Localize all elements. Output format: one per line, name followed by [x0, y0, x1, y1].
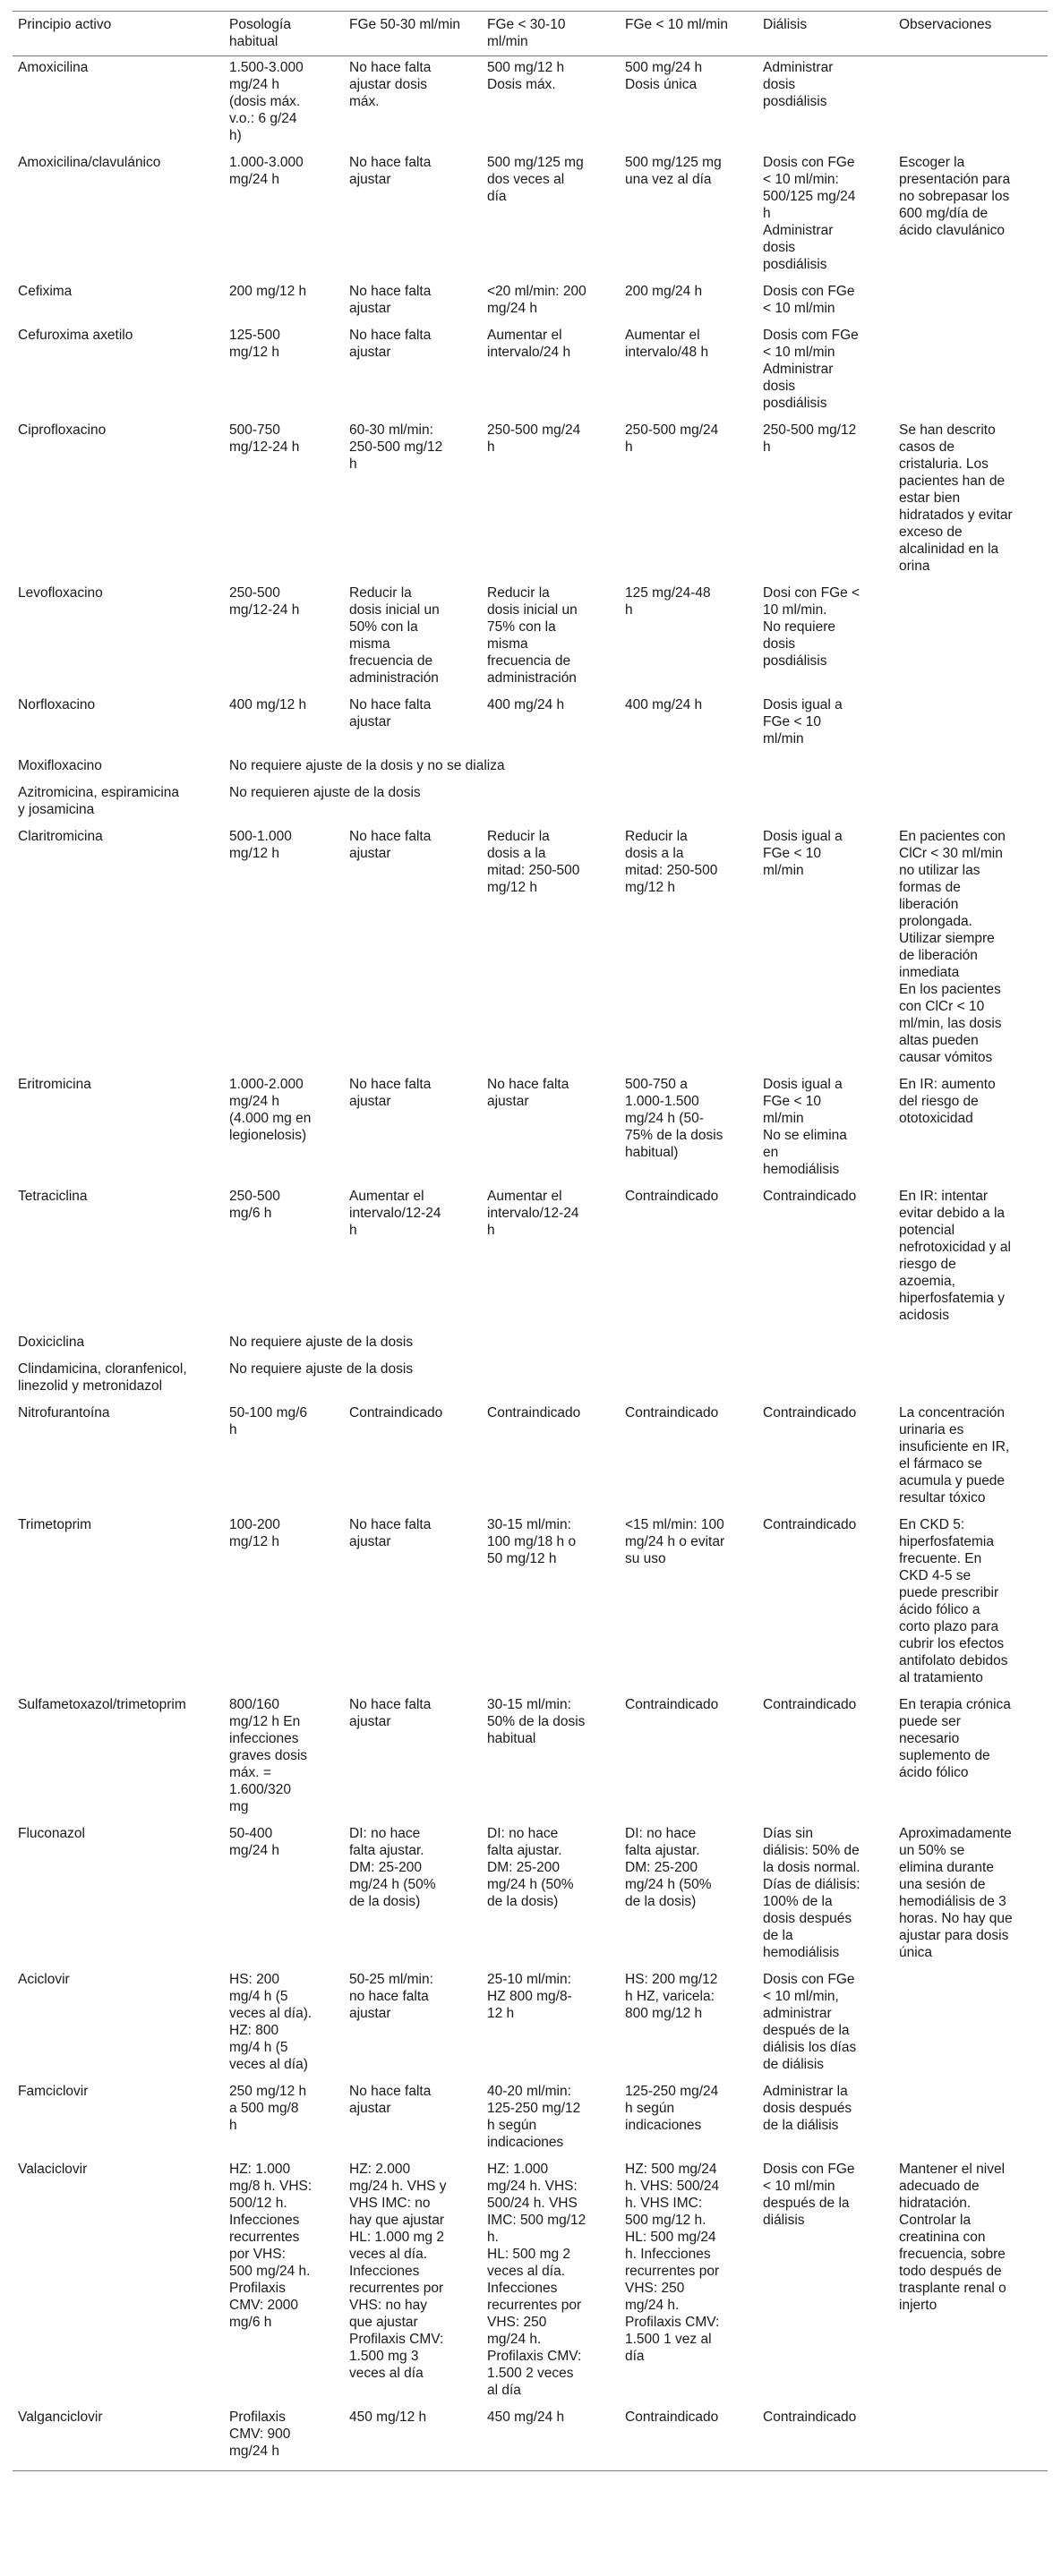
- usual-dosage-cell: 250-500 mg/12-24 h: [229, 585, 300, 618]
- fge-50-30-cell: No hace falta ajustar: [349, 284, 432, 316]
- usual-dosage-cell: 800/160 mg/12 h En infecciones graves dosis máx. = 1.600/320 mg: [229, 1697, 308, 1814]
- observations-cell: [894, 56, 1048, 152]
- fge-50-30-cell: DI: no hace falta ajustar. DM: 25-200 mg/24 h (50% de la dosis): [349, 1826, 436, 1909]
- usual-dosage-cell: 200 mg/12 h: [229, 284, 307, 299]
- drug-name-cell: Valaciclovir: [18, 2162, 88, 2177]
- usual-dosage-cell: HS: 200 mg/4 h (5 veces al día). HZ: 800 mg/4 h (5 veces al día): [229, 1972, 312, 2072]
- fge-lt-10-cell: Contraindicado: [625, 1405, 719, 1420]
- fge-30-10-cell: Contraindicado: [487, 1405, 581, 1420]
- fge-lt-10-cell: 500 mg/24 h Dosis única: [625, 60, 703, 92]
- fge-lt-10-cell: Contraindicado: [625, 1697, 719, 1712]
- table-row: [13, 1822, 1048, 1968]
- drug-name-cell: Cefuroxima axetilo: [18, 328, 133, 343]
- col-header-usual-dosage: Posología habitual: [224, 12, 344, 56]
- observations-cell: En CKD 5: hiperfosfatemia frecuente. En CKD 4-5 se puede prescribir ácido fólico a corto plazo para cubrir los efectos antifolato debidos al tratamiento: [899, 1517, 1008, 1685]
- usual-dosage-cell: 125-500 mg/12 h: [229, 328, 280, 360]
- observations-cell: En IR: aumento del riesgo de ototoxicidad: [899, 1077, 996, 1126]
- usual-dosage-cell: Profilaxis CMV: 900 mg/24 h: [224, 2406, 344, 2471]
- usual-dosage-cell: 500-750 mg/12-24 h: [229, 422, 300, 455]
- table-row: [13, 151, 1048, 280]
- fge-50-30-cell: No hace falta ajustar: [349, 829, 432, 861]
- dialysis-cell: Dosi con FGe < 10 ml/min. No requiere dosis posdiálisis: [763, 585, 860, 669]
- fge-30-10-cell: 30-15 ml/min: 100 mg/18 h o 50 mg/12 h: [487, 1517, 577, 1566]
- drug-name-cell: Valganciclovir: [13, 2406, 224, 2471]
- table-row: [13, 582, 1048, 694]
- usual-dosage-cell: 1.500-3.000 mg/24 h (dosis máx. v.o.: 6 g/24 h): [229, 60, 304, 143]
- fge-lt-10-cell: Aumentar el intervalo/48 h: [625, 328, 709, 360]
- drug-name-cell: Claritromicina: [18, 829, 103, 844]
- table-row: [13, 1514, 1048, 1693]
- table-header-row: [13, 12, 1048, 56]
- fge-50-30-cell: No hace falta ajustar: [349, 1697, 432, 1729]
- fge-lt-10-cell: HS: 200 mg/12 h HZ, varicela: 800 mg/12 h: [625, 1972, 718, 2021]
- drug-name-cell: Eritromicina: [18, 1077, 91, 1092]
- observations-cell: En pacientes con ClCr < 30 ml/min no utilizar las formas de liberación prolongada. Utilizar siempre de liberación inmediata En los pacientes con ClCr < 10 ml/min, las dosis altas pueden causar vómitos: [899, 829, 1006, 1065]
- observations-cell: [894, 694, 1048, 755]
- dialysis-cell: Dosis con FGe < 10 ml/min: 500/125 mg/24 h Administrar dosis posdiálisis: [763, 155, 856, 272]
- dosage-note-cell: No requiere ajuste de la dosis: [229, 1335, 414, 1350]
- table-row: [13, 56, 1048, 152]
- fge-30-10-cell: No hace falta ajustar: [487, 1077, 569, 1109]
- drug-name-cell: Fluconazol: [18, 1826, 85, 1841]
- fge-50-30-cell: No hace falta ajustar dosis máx.: [349, 60, 432, 109]
- fge-lt-10-cell: Contraindicado: [625, 1189, 719, 1204]
- fge-30-10-cell: 250-500 mg/24 h: [487, 422, 581, 455]
- fge-30-10-cell: DI: no hace falta ajustar. DM: 25-200 mg/24 h (50% de la dosis): [487, 1826, 574, 1909]
- dialysis-cell: Contraindicado: [763, 1189, 857, 1204]
- fge-30-10-cell: 450 mg/24 h: [482, 2406, 620, 2471]
- dosage-note-cell: No requieren ajuste de la dosis: [229, 785, 421, 800]
- fge-50-30-cell: No hace falta ajustar: [349, 1077, 432, 1109]
- observations-cell: En terapia crónica puede ser necesario suplemento de ácido fólico: [899, 1697, 1011, 1780]
- fge-lt-10-cell: HZ: 500 mg/24 h. VHS: 500/24 h. VHS IMC: 500 mg/12 h. HL: 500 mg/24 h. Infecciones recurrentes por VHS: 250 mg/24 h. Profilaxis CMV: 1.500 1 vez al día: [625, 2162, 720, 2364]
- fge-30-10-cell: 400 mg/24 h: [487, 697, 565, 712]
- fge-30-10-cell: Aumentar el intervalo/24 h: [487, 328, 571, 360]
- observations-cell: La concentración urinaria es insuficiente en IR, el fármaco se acumula y puede resultar tóxico: [899, 1405, 1010, 1506]
- fge-50-30-cell: Reducir la dosis inicial un 50% con la misma frecuencia de administración: [349, 585, 440, 686]
- fge-30-10-cell: Reducir la dosis a la mitad: 250-500 mg/12 h: [487, 829, 580, 895]
- observations-cell: [894, 280, 1048, 324]
- table-row: [13, 1402, 1048, 1514]
- table-row: [13, 825, 1048, 1073]
- dialysis-cell: Administrar la dosis después de la diálisis: [763, 2084, 852, 2133]
- fge-lt-10-cell: 125 mg/24-48 h: [625, 585, 711, 618]
- drug-name-cell: Famciclovir: [18, 2084, 89, 2099]
- drug-name-cell: Azitromicina, espiramicina y josamicina: [18, 785, 180, 817]
- dialysis-cell: Contraindicado: [763, 1405, 857, 1420]
- drug-name-cell: Cefixima: [18, 284, 73, 299]
- dialysis-cell: Dosis igual a FGe < 10 ml/min: [763, 829, 843, 878]
- dosage-note-cell: No requiere ajuste de la dosis y no se dializa: [229, 758, 505, 773]
- drug-name-cell: Amoxicilina: [18, 60, 89, 75]
- fge-50-30-cell: 60-30 ml/min: 250-500 mg/12 h: [349, 422, 443, 472]
- renal-dosing-table: [13, 11, 1048, 2471]
- dialysis-cell: Administrar dosis posdiálisis: [763, 60, 834, 109]
- usual-dosage-cell: 400 mg/12 h: [229, 697, 307, 712]
- usual-dosage-cell: 250-500 mg/6 h: [229, 1189, 280, 1221]
- table-row: [13, 1073, 1048, 1185]
- dialysis-cell: Dosis con FGe < 10 ml/min, administrar después de la diálisis los días de diálisis: [763, 1972, 857, 2072]
- col-header-fge-lt-10: FGe < 10 ml/min: [620, 12, 758, 56]
- fge-30-10-cell: Reducir la dosis inicial un 75% con la misma frecuencia de administración: [487, 585, 578, 686]
- table-row: [13, 1693, 1048, 1822]
- fge-50-30-cell: 450 mg/12 h: [344, 2406, 482, 2471]
- observations-cell: [894, 2406, 1048, 2471]
- fge-50-30-cell: No hace falta ajustar: [349, 328, 432, 360]
- drug-name-cell: Doxiciclina: [18, 1335, 85, 1350]
- fge-lt-10-cell: Contraindicado: [620, 2406, 758, 2471]
- fge-50-30-cell: No hace falta ajustar: [349, 1517, 432, 1549]
- fge-30-10-cell: 500 mg/125 mg dos veces al día: [487, 155, 584, 204]
- table-row: [13, 2406, 1048, 2471]
- fge-50-30-cell: No hace falta ajustar: [349, 2084, 432, 2116]
- usual-dosage-cell: 500-1.000 mg/12 h: [229, 829, 292, 861]
- fge-lt-10-cell: <15 ml/min: 100 mg/24 h o evitar su uso: [625, 1517, 725, 1566]
- table-row: [13, 755, 1048, 781]
- dosage-note-cell: No requiere ajuste de la dosis: [229, 1361, 414, 1377]
- dialysis-cell: Dosis con FGe < 10 ml/min: [763, 284, 855, 316]
- table-row: [13, 2080, 1048, 2158]
- table-row: [13, 324, 1048, 419]
- drug-name-cell: Moxifloxacino: [18, 758, 102, 773]
- table-row: [13, 1331, 1048, 1358]
- fge-30-10-cell: 25-10 ml/min: HZ 800 mg/8- 12 h: [487, 1972, 572, 2021]
- usual-dosage-cell: 50-400 mg/24 h: [229, 1826, 280, 1858]
- table-body: [13, 56, 1048, 2471]
- table-row: [13, 1968, 1048, 2080]
- drug-name-cell: Tetraciclina: [18, 1189, 88, 1204]
- table-row: [13, 280, 1048, 324]
- fge-30-10-cell: 40-20 ml/min: 125-250 mg/12 h según indicaciones: [487, 2084, 581, 2150]
- col-header-fge-30-10: FGe < 30-10 ml/min: [482, 12, 620, 56]
- observations-cell: [894, 324, 1048, 419]
- observations-cell: Se han descrito casos de cristaluria. Los pacientes han de estar bien hidratados y evitar exceso de alcalinidad en la orina: [899, 422, 1013, 574]
- dialysis-cell: 250-500 mg/12 h: [763, 422, 857, 455]
- observations-cell: Aproximadamente un 50% se elimina durante una sesión de hemodiálisis de 3 horas. No hay que ajustar para dosis única: [899, 1826, 1013, 1960]
- drug-name-cell: Sulfametoxazol/trimetoprim: [18, 1697, 186, 1712]
- col-header-dialysis: Diálisis: [758, 12, 894, 56]
- fge-50-30-cell: 50-25 ml/min: no hace falta ajustar: [349, 1972, 433, 2021]
- drug-name-cell: Aciclovir: [18, 1972, 70, 1987]
- drug-name-cell: Clindamicina, cloranfenicol, linezolid y metronidazol: [18, 1361, 187, 1394]
- usual-dosage-cell: 1.000-3.000 mg/24 h: [229, 155, 304, 187]
- table-row: [13, 419, 1048, 582]
- fge-30-10-cell: 30-15 ml/min: 50% de la dosis habitual: [487, 1697, 586, 1746]
- fge-lt-10-cell: 200 mg/24 h: [625, 284, 703, 299]
- drug-name-cell: Levofloxacino: [18, 585, 103, 601]
- fge-50-30-cell: HZ: 2.000 mg/24 h. VHS y VHS IMC: no hay que ajustar HL: 1.000 mg 2 veces al día. Infecciones recurrentes por VHS: no hay que ajustar Profilaxis CMV: 1.500 mg 3 veces al día: [349, 2162, 447, 2381]
- usual-dosage-cell: 100-200 mg/12 h: [229, 1517, 280, 1549]
- fge-30-10-cell: Aumentar el intervalo/12-24 h: [487, 1189, 579, 1238]
- table-row: [13, 1358, 1048, 1402]
- observations-cell: Mantener el nivel adecuado de hidratación. Controlar la creatinina con frecuencia, sobre todo después de trasplante renal o injerto: [899, 2162, 1006, 2313]
- col-header-observations: Observaciones: [894, 12, 1048, 56]
- dialysis-cell: Días sin diálisis: 50% de la dosis normal. Días de diálisis: 100% de la dosis después de la hemodiálisis: [763, 1826, 860, 1960]
- usual-dosage-cell: 1.000-2.000 mg/24 h (4.000 mg en legionelosis): [229, 1077, 312, 1143]
- dialysis-cell: Dosis con FGe < 10 ml/min después de la diálisis: [763, 2162, 855, 2228]
- drug-name-cell: Ciprofloxacino: [18, 422, 107, 438]
- fge-lt-10-cell: 400 mg/24 h: [625, 697, 703, 712]
- fge-30-10-cell: 500 mg/12 h Dosis máx.: [487, 60, 565, 92]
- fge-50-30-cell: Aumentar el intervalo/12-24 h: [349, 1189, 441, 1238]
- observations-cell: [894, 2080, 1048, 2158]
- table-row: [13, 781, 1048, 825]
- observations-cell: [894, 582, 1048, 694]
- dialysis-cell: Dosis igual a FGe < 10 ml/min No se elimina en hemodiálisis: [763, 1077, 847, 1177]
- fge-30-10-cell: <20 ml/min: 200 mg/24 h: [487, 284, 586, 316]
- fge-lt-10-cell: 500 mg/125 mg una vez al día: [625, 155, 722, 187]
- usual-dosage-cell: 50-100 mg/6 h: [229, 1405, 308, 1437]
- drug-name-cell: Norfloxacino: [18, 697, 96, 712]
- table-row: [13, 2158, 1048, 2406]
- dialysis-cell: Dosis com FGe < 10 ml/min Administrar dosis posdiálisis: [763, 328, 859, 411]
- table-row: [13, 694, 1048, 755]
- dialysis-cell: Contraindicado: [763, 1697, 857, 1712]
- dialysis-cell: Dosis igual a FGe < 10 ml/min: [763, 697, 843, 746]
- fge-lt-10-cell: Reducir la dosis a la mitad: 250-500 mg/12 h: [625, 829, 718, 895]
- usual-dosage-cell: HZ: 1.000 mg/8 h. VHS: 500/12 h. Infecciones recurrentes por VHS: 500 mg/24 h. Profilaxis CMV: 2000 mg/6 h: [229, 2162, 312, 2330]
- fge-50-30-cell: No hace falta ajustar: [349, 697, 432, 729]
- drug-name-cell: Nitrofurantoína: [18, 1405, 110, 1420]
- observations-cell: [894, 1968, 1048, 2080]
- col-header-active-ingredient: Principio activo: [13, 12, 224, 56]
- col-header-fge-50-30: FGe 50-30 ml/min: [344, 12, 482, 56]
- fge-lt-10-cell: 125-250 mg/24 h según indicaciones: [625, 2084, 719, 2133]
- drug-name-cell: Amoxicilina/clavulánico: [18, 155, 161, 170]
- fge-lt-10-cell: DI: no hace falta ajustar. DM: 25-200 mg/24 h (50% de la dosis): [625, 1826, 712, 1909]
- fge-50-30-cell: Contraindicado: [349, 1405, 443, 1420]
- fge-lt-10-cell: 500-750 a 1.000-1.500 mg/24 h (50- 75% de la dosis habitual): [625, 1077, 723, 1160]
- fge-50-30-cell: No hace falta ajustar: [349, 155, 432, 187]
- usual-dosage-cell: 250 mg/12 h a 500 mg/8 h: [229, 2084, 307, 2133]
- dialysis-cell: Contraindicado: [758, 2406, 894, 2471]
- drug-name-cell: Trimetoprim: [18, 1517, 92, 1532]
- dialysis-cell: Contraindicado: [763, 1517, 857, 1532]
- table-row: [13, 1185, 1048, 1331]
- observations-cell: Escoger la presentación para no sobrepasar los 600 mg/día de ácido clavulánico: [899, 155, 1011, 238]
- observations-cell: En IR: intentar evitar debido a la potencial nefrotoxicidad y al riesgo de azoemia, hiperfosfatemia y acidosis: [899, 1189, 1011, 1323]
- fge-lt-10-cell: 250-500 mg/24 h: [625, 422, 719, 455]
- fge-30-10-cell: HZ: 1.000 mg/24 h. VHS: 500/24 h. VHS IMC: 500 mg/12 h. HL: 500 mg 2 veces al día. Infecciones recurrentes por VHS: 250 mg/24 h. Profilaxis CMV: 1.500 2 veces al día: [487, 2162, 586, 2398]
